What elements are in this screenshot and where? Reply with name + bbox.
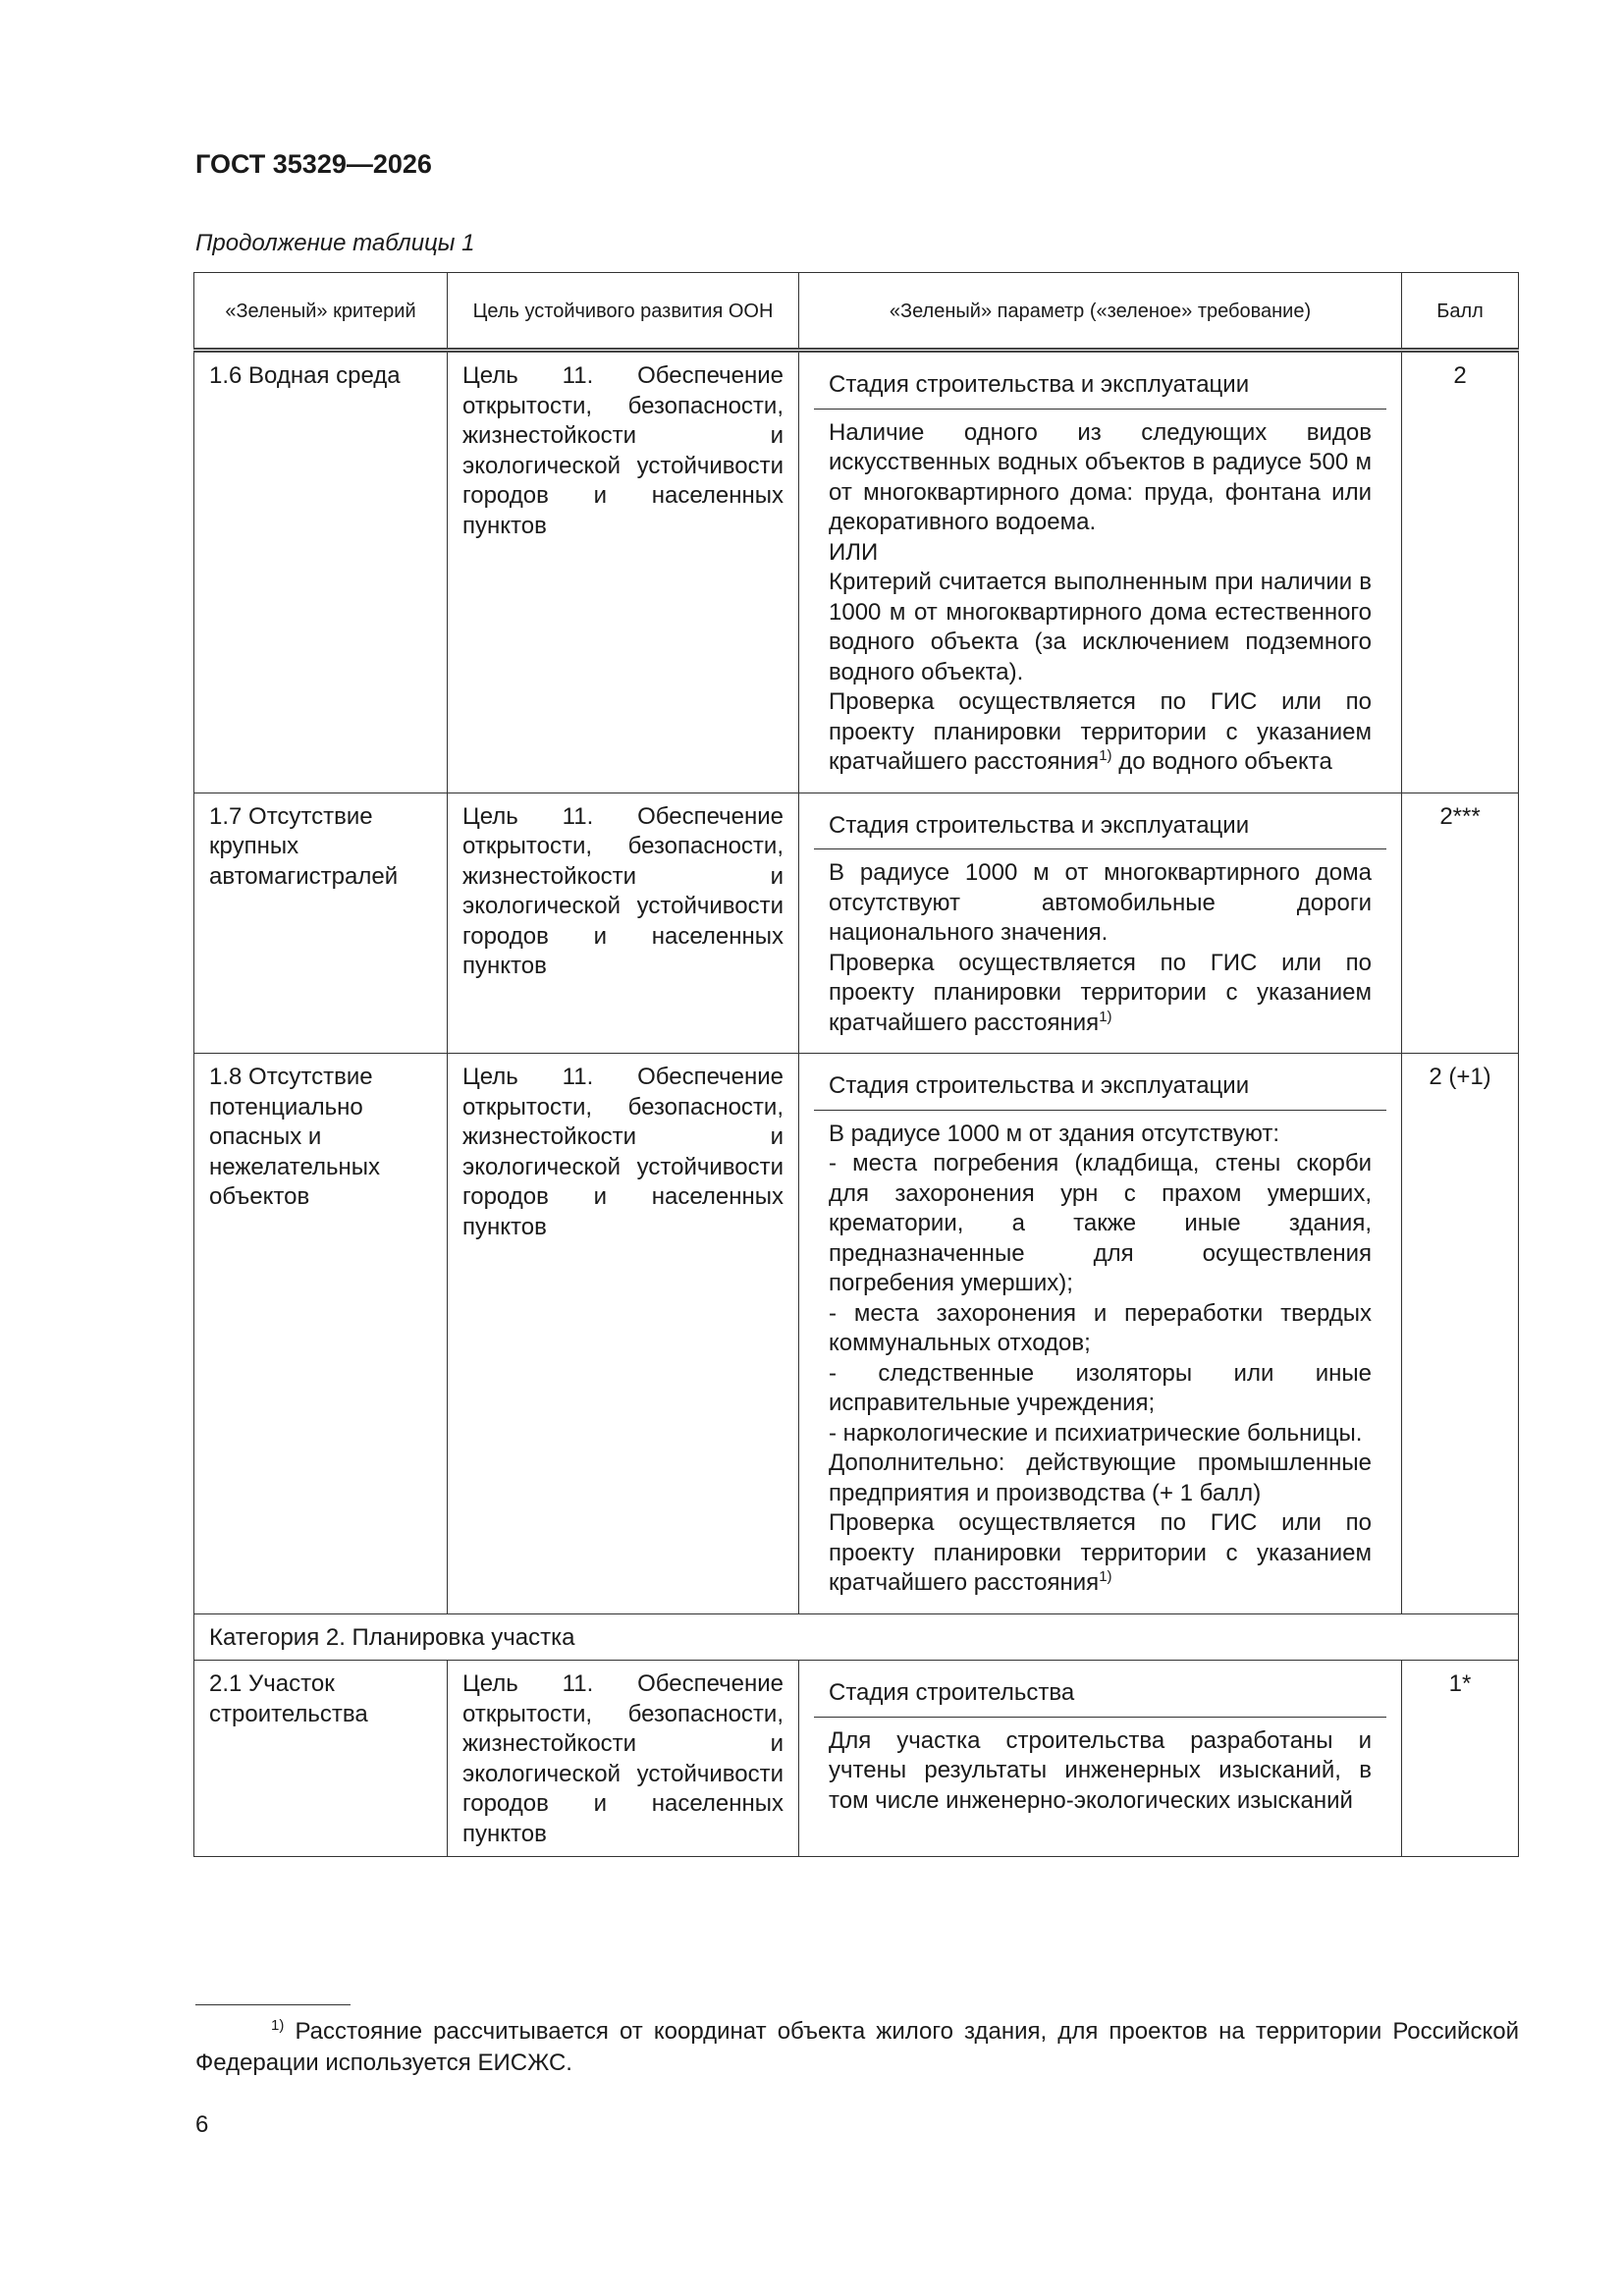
requirement-text [814,1111,1386,1607]
table-row [194,1661,1519,1857]
goal-cell: Цель 11. Обеспечение открытости, безопасности, жизнестойкости и экологической устойчивости городов и населенных пунктов [448,351,799,793]
parameter-cell [799,793,1402,1054]
requirement-line: Проверка осуществляется по ГИС или по проекту планировки территории с указанием кратчайшего расстояния$^{1)}$ до водного объекта [829,688,1372,775]
table-row [194,793,1519,1054]
footnote-ref[interactable]: 1) [1099,1568,1112,1585]
score-cell: 2 [1402,351,1519,793]
footnote [195,2016,1519,2079]
footnote-ref[interactable]: 1) [1099,747,1112,764]
score-cell: 1* [1402,1661,1519,1857]
requirement-line: - наркологические и психиатрические больницы. [829,1419,1363,1447]
stage-label: Стадия строительства и эксплуатации [814,802,1386,850]
requirement-line: ИЛИ [829,538,879,566]
criterion-cell: 1.6 Водная среда [194,351,448,793]
stage-label: Стадия строительства и эксплуатации [814,361,1386,410]
criterion-cell: 1.7 Отсутствие крупных автомагистралей [194,793,448,1054]
table-row [194,1054,1519,1614]
requirement-line: Критерий считается выполненным при наличии в 1000 м от многоквартирного дома естественного водного объекта (за исключением подземного водного объекта). [829,569,1372,685]
requirement-line: - места погребения (кладбища, стены скорби для захоронения урн с прахом умерших, крематории, а также иные здания, предназначенные для осуществления погребения умерших); [829,1150,1372,1296]
table-row [194,351,1519,793]
column-header-parameter: «Зеленый» параметр («зеленое» требование) [799,273,1402,351]
score-cell: 2*** [1402,793,1519,1054]
requirement-line: - места захоронения и переработки твердых коммунальных отходов; [829,1299,1372,1356]
requirement-text: Для участка строительства разработаны и учтены результаты инженерных изысканий, в том числе инженерно-экологических изысканий [829,1726,1372,1814]
goal-cell: Цель 11. Обеспечение открытости, безопасности, жизнестойкости и экологической устойчивости городов и населенных пунктов [448,1661,799,1857]
footnote-text: Расстояние рассчитывается от координат объекта жилого здания, для проектов на территории Российской Федерации используется ЕИСЖС. [195,2018,1519,2076]
requirement-line: Наличие одного из следующих видов искусственных водных объектов в радиусе 500 м от многоквартирного дома: пруда, фонтана или декоративного водоема. [829,418,1372,535]
parameter-cell [799,1661,1402,1857]
requirement-text [814,849,1386,1046]
score-cell: 2 (+1) [1402,1054,1519,1614]
requirement-line: - следственные изоляторы или иные исправительные учреждения; [829,1359,1372,1416]
criterion-cell: 1.8 Отсутствие потенциально опасных и нежелательных объектов [194,1054,448,1614]
criteria-table [193,272,1519,1857]
requirement-line: Проверка осуществляется по ГИС или по проекту планировки территории с указанием кратчайшего расстояния$^{1)}$ [829,1509,1372,1596]
requirement-line: В радиусе 1000 м от здания отсутствуют: [829,1120,1279,1147]
requirement-line: Проверка осуществляется по ГИС или по проекту планировки территории с указанием кратчайшего расстояния$^{1)}$ [829,949,1372,1036]
column-header-criterion: «Зеленый» критерий [194,273,448,351]
requirement-line: В радиусе 1000 м от многоквартирного дома отсутствуют автомобильные дороги национального значения. [829,859,1372,946]
stage-label: Стадия строительства и эксплуатации [814,1063,1386,1111]
requirement-text [814,410,1386,786]
parameter-cell [799,1054,1402,1614]
footnote-mark: 1) [271,2017,285,2034]
table-caption: Продолжение таблицы 1 [195,230,475,256]
table-header-row [194,273,1519,351]
footnote-ref[interactable]: 1) [1099,1008,1112,1025]
goal-cell: Цель 11. Обеспечение открытости, безопасности, жизнестойкости и экологической устойчивости городов и населенных пунктов [448,793,799,1054]
page-number: 6 [195,2111,209,2138]
document-code: ГОСТ 35329—2026 [195,149,432,179]
footnote-divider [195,2004,351,2005]
stage-label: Стадия строительства [814,1669,1386,1718]
category-cell: Категория 2. Планировка участка [194,1613,1519,1661]
goal-cell: Цель 11. Обеспечение открытости, безопасности, жизнестойкости и экологической устойчивости городов и населенных пунктов [448,1054,799,1614]
category-row [194,1613,1519,1661]
column-header-score: Балл [1402,273,1519,351]
criterion-cell: 2.1 Участок строительства [194,1661,448,1857]
parameter-cell [799,351,1402,793]
column-header-goal: Цель устойчивого развития ООН [448,273,799,351]
requirement-line: Дополнительно: действующие промышленные предприятия и производства (+ 1 балл) [829,1449,1372,1506]
